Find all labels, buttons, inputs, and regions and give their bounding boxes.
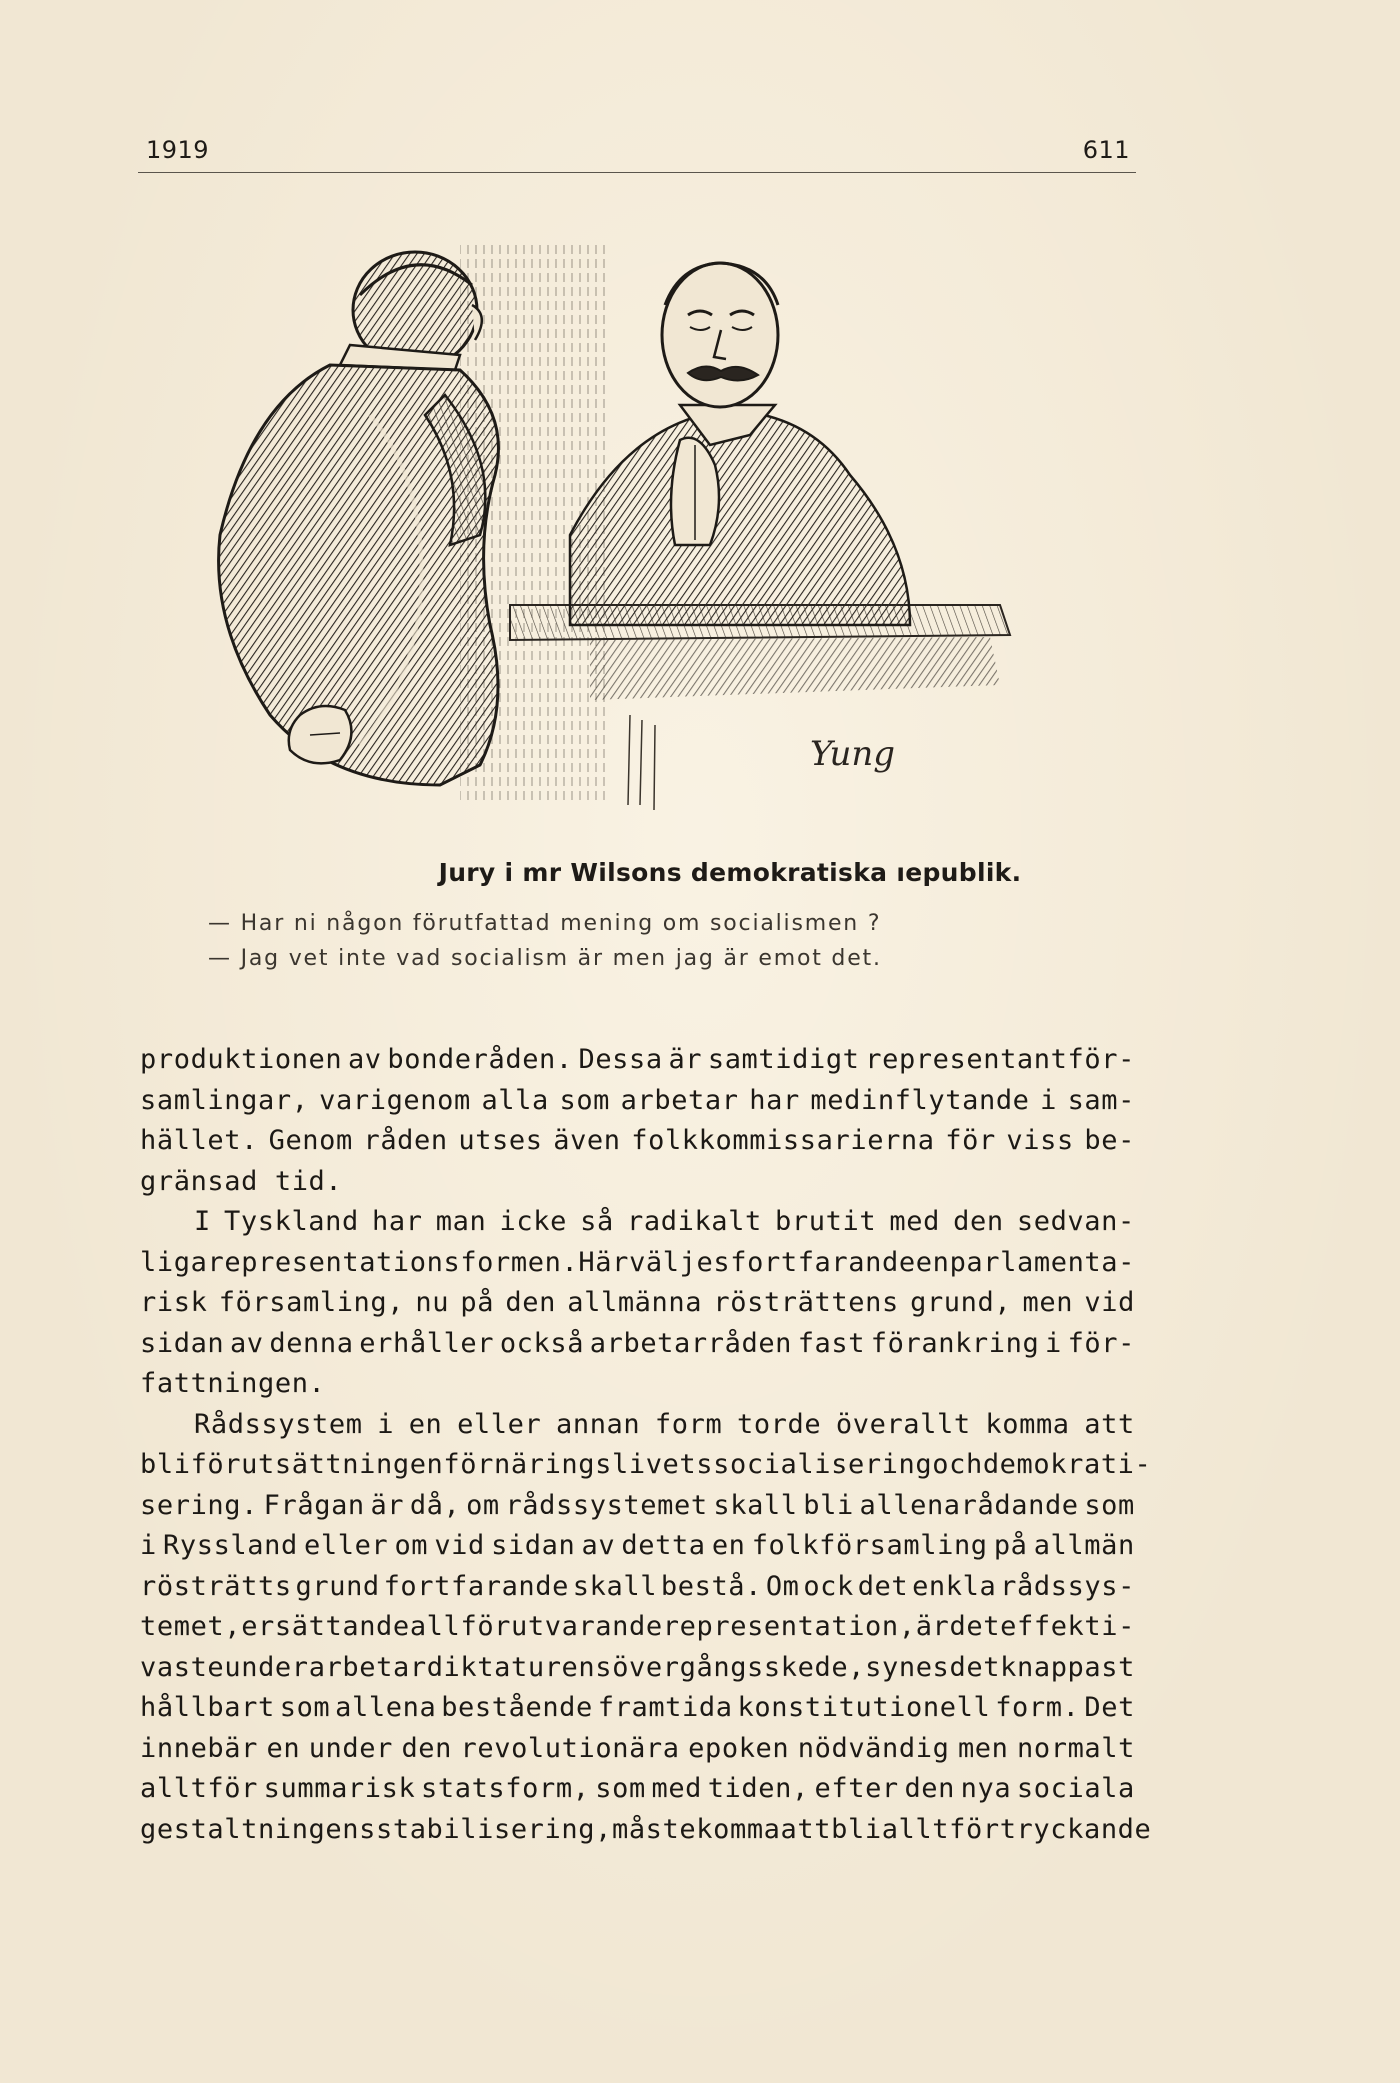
word: sam- [1067,1084,1135,1116]
word: icke [499,1206,567,1237]
word: representationsformen. [207,1246,579,1278]
word: komma [696,1813,781,1845]
word: måste [611,1813,697,1845]
word: gestaltningens [140,1813,376,1845]
text-line [140,1121,1135,1162]
word: att [1084,1408,1135,1440]
word: fast [797,1327,866,1359]
word: av [347,1044,382,1075]
word: bestående [441,1692,593,1723]
dialogue-line: — Har ni någon förutfattad mening om socialismen ? [208,911,882,936]
word: sering. [140,1489,258,1521]
word: fortfarande [730,1246,916,1278]
word: rösträtts [140,1570,292,1602]
header-page-number: 611 [1082,136,1130,164]
word: vaste [140,1651,225,1683]
word: representantför- [865,1044,1135,1075]
word: medinflytande [810,1084,1030,1116]
running-head [138,132,1136,173]
word: bonderåden. [387,1044,573,1075]
word: utses [458,1125,543,1156]
word: rådssystemet [505,1489,708,1521]
word: den [953,1206,1004,1237]
word: viss [1006,1125,1074,1156]
word: demokrati- [982,1449,1152,1480]
word: samtidigt [707,1044,860,1075]
word: alltför [140,1773,258,1804]
text-line [140,1243,1135,1284]
body-text [140,1040,1152,1850]
word: grund [295,1570,380,1602]
word: vid [434,1530,485,1561]
word: detta [621,1530,706,1561]
text-line [140,1040,1135,1081]
word: produktionen [140,1044,343,1075]
word: parlamenta- [949,1246,1135,1278]
word: rösträttens [713,1287,899,1318]
word: allena [335,1692,437,1723]
word: ock [803,1570,854,1602]
word: rådssys- [1000,1570,1135,1602]
word: risk [140,1287,208,1318]
word: innebär [140,1732,258,1764]
word: grund, [910,1287,1012,1318]
word: sidan [140,1327,225,1359]
word: som [1084,1489,1135,1521]
word: representation, [662,1611,916,1642]
word: nya [960,1773,1012,1804]
word: form [654,1408,723,1440]
word: Om [765,1570,800,1602]
text-line [140,1526,1135,1567]
text-line [140,1202,1135,1243]
word: att [780,1813,832,1845]
text-line [140,1567,1135,1608]
header-year: 1919 [146,136,210,164]
word: nu [415,1287,450,1318]
word: socialisering [713,1449,933,1480]
word: hållbart [140,1692,275,1723]
word: sidan [491,1530,576,1561]
word: komma [985,1408,1070,1440]
dialogue-line: — Jag vet inte vad socialism är men jag är emot det. [208,946,882,971]
word: är [370,1489,405,1521]
word: förutsättningen [190,1449,444,1480]
word: den [505,1287,556,1318]
word: folkkommissarierna [631,1125,935,1156]
word: så [580,1206,614,1237]
word: om [466,1489,500,1521]
word: av [229,1327,264,1359]
text-line [140,1810,1152,1851]
word: den [904,1773,956,1804]
word: med [889,1206,940,1237]
word: allmän [1033,1530,1135,1561]
word: form. [995,1692,1080,1723]
word: erhåller [359,1327,495,1359]
text-line [140,1486,1135,1527]
text-line [140,1283,1135,1324]
word: en [711,1530,746,1561]
word: torde [736,1408,822,1440]
text-line [140,1688,1135,1729]
word: som [595,1773,646,1804]
word: väljes [629,1246,731,1278]
word: men [1022,1287,1074,1318]
word: synes [865,1651,950,1683]
word: vid [1084,1287,1135,1318]
word: näringslivets [494,1449,714,1480]
word: statsform, [421,1773,590,1804]
word: enkla [912,1570,997,1602]
text-line [140,1445,1152,1486]
word: förankring [870,1327,1040,1359]
word: denna [269,1327,354,1359]
word: bli [140,1449,191,1480]
word: normalt [1017,1732,1135,1764]
word: Ryssland [163,1530,298,1561]
word: summarisk [263,1773,416,1804]
word: arbetarråden [589,1327,793,1359]
text-line [140,1405,1135,1446]
word: epoken [688,1732,790,1764]
word: en [266,1732,301,1764]
word: eller [457,1408,542,1440]
word: som [279,1692,331,1723]
word: men [957,1732,1009,1764]
word: med [651,1773,703,1804]
word: eller [304,1530,389,1561]
text-line [140,1648,1135,1689]
cartoon-caption-title: Jury i mr Wilsons demokratiska ıepublik. [438,858,1022,887]
word: för [443,1449,494,1480]
word: under [224,1651,309,1683]
word: Frågan [263,1489,365,1521]
word: den [401,1732,453,1764]
word: samlingar, [140,1084,309,1116]
word: råden [363,1125,448,1156]
word: det [949,1651,1001,1683]
text-line [140,1607,1135,1648]
word: bli [803,1489,854,1521]
word: bli [831,1813,882,1845]
word: man [435,1206,487,1237]
text-line: fattningen. [140,1368,326,1399]
word: i [377,1408,395,1440]
word: alla [481,1084,549,1116]
word: sociala [1016,1773,1135,1804]
word: Här [578,1246,629,1278]
word: Tyskland [224,1206,359,1237]
word: tiden, [707,1773,809,1804]
word: allenarådande [859,1489,1079,1521]
word: be- [1084,1125,1135,1156]
word: stabilisering, [375,1813,612,1845]
word: Genom [268,1125,353,1156]
word: av [581,1530,616,1561]
word: allmänna [567,1287,703,1318]
text-line [140,1769,1135,1810]
word: ersättande [241,1611,410,1642]
word: har [749,1084,800,1116]
word: arbetar [620,1084,739,1116]
word: skall [713,1489,798,1521]
word: arbetardiktaturens [308,1651,613,1683]
word: och [932,1449,983,1480]
word: är [668,1044,703,1075]
word: hället. [140,1125,258,1156]
word: en [408,1408,443,1440]
word: all [409,1611,461,1642]
word: det [857,1570,909,1602]
word: brutit [775,1206,877,1237]
word: i [1045,1327,1062,1359]
word: liga [140,1246,208,1278]
text-line [140,1324,1135,1365]
word: effekti- [1000,1611,1135,1642]
word: I [194,1206,211,1237]
text-line [140,1729,1135,1770]
word: fortfarande [383,1570,569,1602]
word: Rådssystem [194,1408,363,1440]
word: revolutionära [460,1732,680,1764]
word: i [1040,1084,1057,1116]
word: radikalt [627,1206,762,1237]
word: även [553,1125,621,1156]
word: tryckande [999,1813,1152,1845]
word: annan [555,1408,641,1440]
word: för- [1067,1327,1135,1359]
word: sedvan- [1016,1206,1135,1237]
cartoon-illustration [210,245,1040,845]
word: Dessa [578,1044,663,1075]
word: på [460,1287,495,1318]
word: övergångsskede, [612,1651,866,1683]
word: överallt [835,1408,971,1440]
word: har [372,1206,423,1237]
word: då, [409,1489,461,1521]
word: skall [572,1570,658,1602]
word: i [140,1530,157,1561]
text-line [140,1081,1135,1122]
word: folkförsamling [751,1530,988,1561]
word: varigenom [319,1084,471,1116]
word: det [949,1611,1001,1642]
word: konstitutionell [737,1692,991,1723]
word: efter [814,1773,899,1804]
word: för [945,1125,996,1156]
word: församling, [218,1287,405,1318]
word: en [915,1246,950,1278]
word: bestå. [660,1570,763,1602]
artist-signature: Yung [810,734,896,774]
word: temet, [140,1611,242,1642]
word: om [394,1530,429,1561]
text-line: gränsad tid. [140,1165,343,1197]
word: framtida [597,1692,733,1723]
word: på [993,1530,1028,1561]
word: också [499,1327,585,1359]
word: alltför [881,1813,1000,1845]
word: är [915,1611,950,1642]
word: förutvarande [460,1611,663,1642]
word: nödvändig [797,1732,950,1764]
word: Det [1084,1692,1135,1723]
word: under [308,1732,393,1764]
word: som [559,1084,611,1116]
cartoon-dialogue [208,906,1108,976]
word: knappast [1000,1651,1135,1683]
